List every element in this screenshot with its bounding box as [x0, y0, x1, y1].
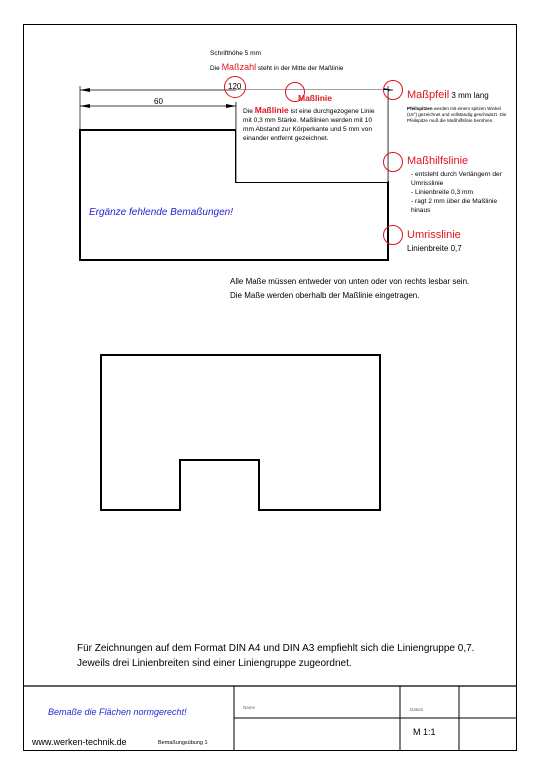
website-link[interactable]: www.werken-technik.de [32, 737, 127, 747]
highlight-circle-masszahl [224, 76, 246, 98]
rule-position: Die Maße werden oberhalb der Maßlinie eingetragen. [230, 291, 420, 300]
highlight-circle-masspfeil [383, 80, 403, 100]
task-instruction: Ergänze fehlende Bemaßungen! [89, 207, 233, 218]
umrisslinie-note: Umrisslinie Linienbreite 0,7 [407, 229, 462, 253]
date-label: Datum [410, 707, 424, 712]
arrowhead-left-120 [80, 88, 90, 92]
highlight-circle-umrisslinie [383, 225, 403, 245]
rule-readability: Alle Maße müssen entweder von unten oder von rechts lesbar sein. [230, 277, 470, 286]
arrowhead-right-60 [226, 104, 236, 108]
dimension-value-120: 120 [228, 82, 242, 91]
font-height-note: Schrifthöhe 5 mm [210, 50, 261, 57]
title-block-task: Bemaße die Flächen normgerecht! [48, 707, 187, 717]
masshilfslinie-note: Maßhilfslinie - entsteht durch Verlängern der Umrisslinie - Linienbreite 0,3 mm - ragt 2 mm über die Maßlinie hinaus [407, 155, 502, 214]
arrowhead-left-60 [80, 104, 90, 108]
scale-value: M 1:1 [413, 727, 436, 737]
dimension-number-note: Die Maßzahl steht in der Mitte der Maßlinie [210, 62, 344, 72]
part-outline-lower [101, 355, 380, 510]
name-label: Name [243, 705, 256, 710]
line-group-note-1: Für Zeichnungen auf dem Format DIN A4 und DIN A3 empfiehlt sich die Liniengruppe 0,7. [77, 643, 475, 654]
masszahl-highlight: Maßzahl [221, 62, 257, 72]
sheet-name: Bemaßungsübung 1 [158, 740, 208, 746]
masslinie-heading: Maßlinie [298, 93, 333, 103]
masslinie-description: Die Maßlinie ist eine durchgezogene Linie mit 0,3 mm Stärke. Maßlinien werden mit 10 mm Abstand zur Körperkante und 5 mm von einander entfernt gezeichnet. [243, 105, 375, 142]
masspfeil-note: Maßpfeil 3 mm lang Pfeilspitzen werden mit einem spitzen Winkel (15°) gezeichnet und vollständig geschwärzt. Die Pfeilspitze muß die Maßhilfslinie berühren. [407, 89, 507, 123]
line-group-note-2: Jeweils drei Linienbreiten sind einer Liniengruppe zugeordnet. [77, 658, 352, 669]
dimension-value-60: 60 [154, 97, 163, 106]
highlight-circle-masshilfslinie [383, 152, 403, 172]
